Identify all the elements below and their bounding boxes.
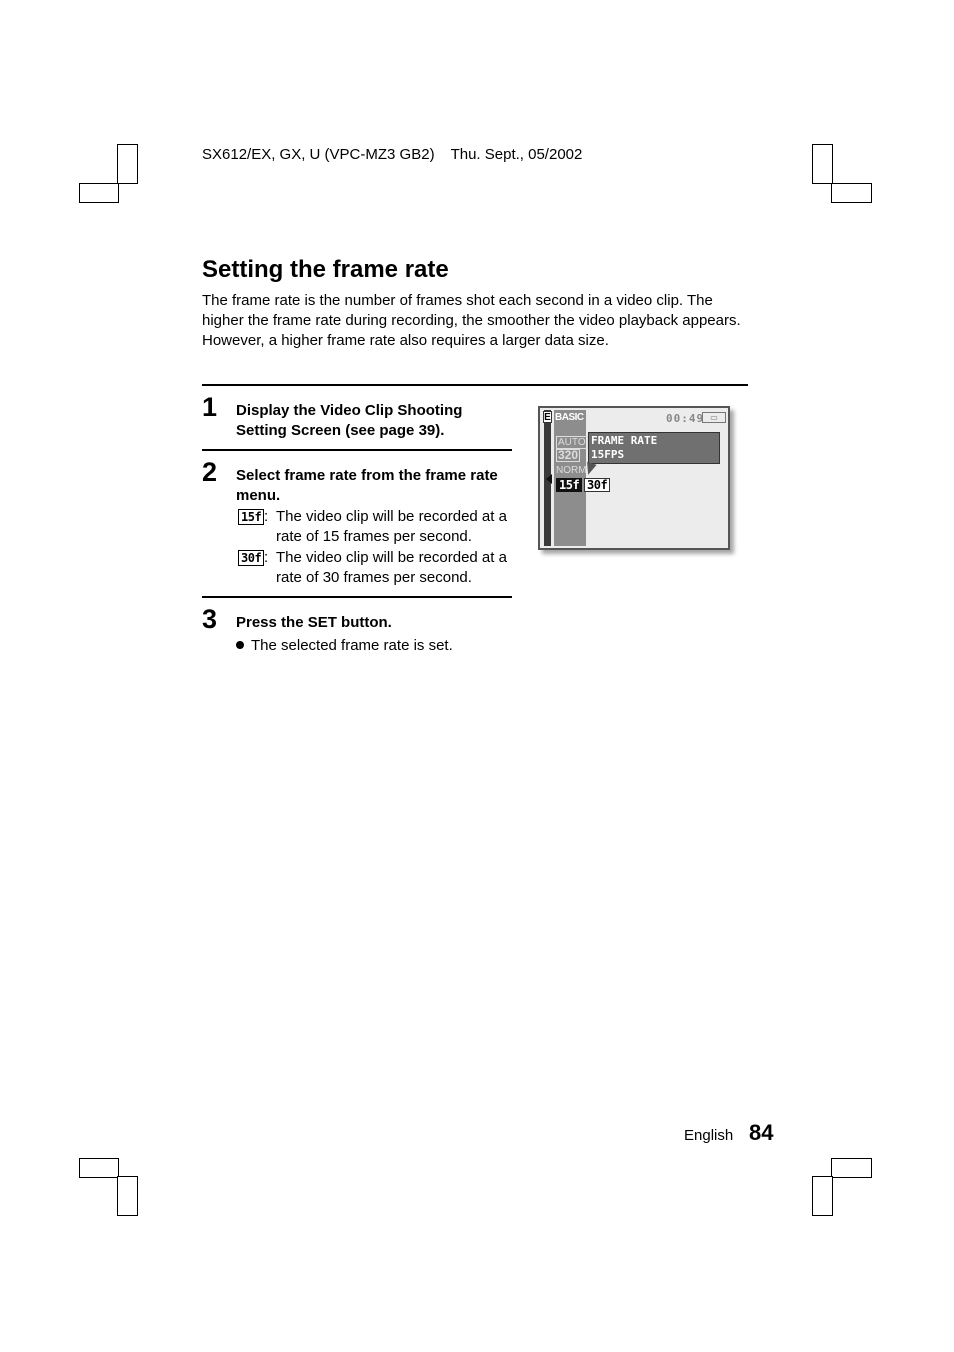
step-3-bullet-text: The selected frame rate is set. xyxy=(251,637,453,654)
date-line: Thu. Sept., 05/2002 xyxy=(450,146,583,163)
section-title: Setting the frame rate xyxy=(202,256,449,283)
model-line: SX612/EX, GX, U (VPC-MZ3 GB2) xyxy=(202,146,435,163)
option-colon: : xyxy=(264,508,269,525)
camera-screen-illustration xyxy=(538,406,730,550)
option-colon: : xyxy=(264,549,269,566)
screen-menu-auto: AUTO xyxy=(558,437,586,448)
screen-menu-320: 320 xyxy=(558,448,579,462)
screen-option-30f: 30f xyxy=(584,478,610,492)
crop-mark-top-right-vertical xyxy=(812,144,833,184)
screen-option-15f: 15f xyxy=(556,478,582,492)
option-15f xyxy=(236,507,516,547)
tooltip-pointer xyxy=(583,462,596,477)
screen-basic-label: BASIC xyxy=(555,412,584,423)
step-2-heading: Select frame rate from the frame rate menu. xyxy=(236,467,498,504)
bullet-dot-icon xyxy=(236,641,244,649)
step-divider-1 xyxy=(202,449,512,451)
tooltip-line-1: FRAME RATE xyxy=(591,434,658,447)
screen-tooltip xyxy=(588,432,720,464)
page-number: 84 xyxy=(749,1120,774,1145)
section-intro: The frame rate is the number of frames shot each second in a video clip. The higher the frame rate during recording, the smoother the video playback appears. However, a higher frame rate also requires a larger data size. xyxy=(202,292,741,349)
document-header xyxy=(202,146,582,163)
crop-mark-bottom-left-vertical xyxy=(117,1176,138,1216)
step-1-heading: Display the Video Clip Shooting Setting Screen (see page 39). xyxy=(236,402,463,439)
option-30f-text: The video clip will be recorded at a rate of 30 frames per second. xyxy=(276,549,507,586)
crop-mark-top-right-horizontal xyxy=(831,183,872,203)
step-3-bullet xyxy=(236,636,453,656)
left-arrow-icon xyxy=(546,474,552,484)
screen-counter: 00:49 xyxy=(666,412,705,425)
step-divider-2 xyxy=(202,596,512,598)
top-rule xyxy=(202,384,748,386)
step-1-number: 1 xyxy=(202,392,218,422)
frame-rate-30f-icon: 30f xyxy=(238,550,264,566)
tooltip-line-2: 15FPS xyxy=(591,448,625,461)
step-3-number: 3 xyxy=(202,604,218,634)
step-2-number: 2 xyxy=(202,457,218,487)
step-3-heading: Press the SET button. xyxy=(236,614,392,631)
crop-mark-bottom-right-horizontal xyxy=(831,1158,872,1178)
crop-mark-bottom-right-vertical xyxy=(812,1176,833,1216)
option-15f-text: The video clip will be recorded at a rate of 15 frames per second. xyxy=(276,508,507,545)
crop-mark-top-left-vertical xyxy=(117,144,138,184)
option-30f xyxy=(236,548,516,588)
crop-mark-bottom-left-horizontal xyxy=(79,1158,119,1178)
e-mode-icon: E xyxy=(544,412,551,423)
crop-mark-top-left-horizontal xyxy=(79,183,119,203)
footer-language: English xyxy=(684,1127,734,1144)
screen-menu-norm: NORM xyxy=(556,465,587,476)
frame-rate-15f-icon: 15f xyxy=(238,509,264,525)
memory-card-icon: ▭ xyxy=(702,412,726,423)
